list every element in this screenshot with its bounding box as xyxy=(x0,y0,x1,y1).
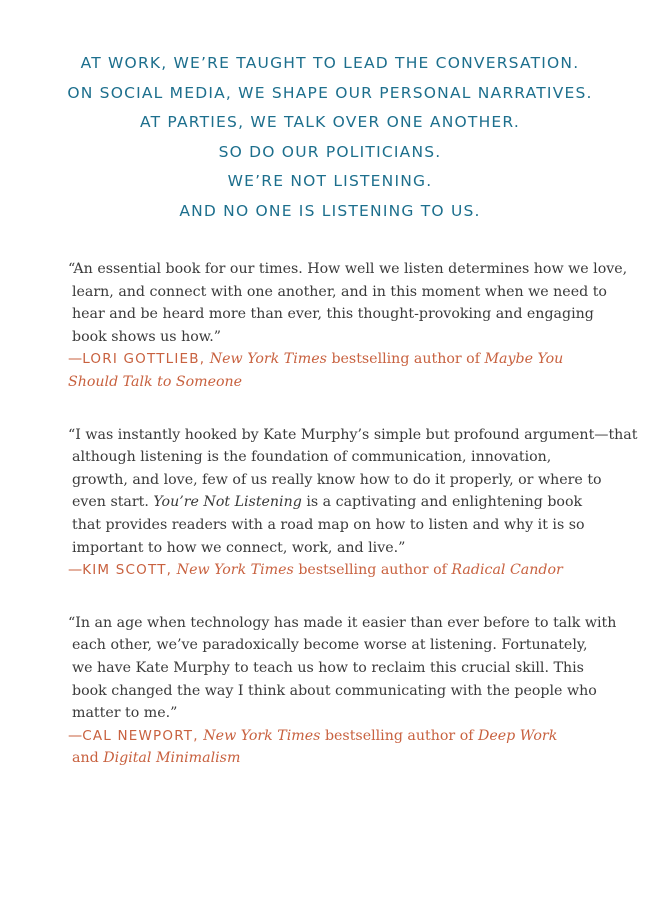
book-title: Maybe You Should Talk to Someone xyxy=(68,351,564,390)
blurb-quote xyxy=(68,612,617,725)
credit-and: and xyxy=(72,750,99,767)
book-title: Deep Work xyxy=(478,727,558,744)
blurb-scott xyxy=(68,424,638,582)
credit-text: bestselling author of xyxy=(298,562,447,579)
quote-body-text-2: is a captivating and enlightening book that provides readers with a road map on how to listen and why it is so important to how we connect, work, and live.” xyxy=(72,494,585,556)
quote-body: learn, and connect with one another, and in this moment when we need to hear and be heard more than ever, this thought-provoking and engaging book shows us how.” xyxy=(72,283,607,345)
publication-name: New York Times xyxy=(209,351,327,368)
credit-dash: — xyxy=(68,727,83,744)
headline-line: SO DO OUR POLITICIANS. xyxy=(218,142,442,161)
credit-text: bestselling author of xyxy=(331,351,480,368)
credit-text: bestselling author of xyxy=(324,727,474,744)
book-title-2: Digital Minimalism xyxy=(103,750,241,767)
headline-line: AT WORK, WE’RE TAUGHT TO LEAD THE CONVERSATION. xyxy=(80,54,580,72)
author-name: LORI GOTTLIEB, xyxy=(82,351,206,368)
quote-first-line: “In an age when technology has made it easier than ever before to talk with xyxy=(68,614,617,631)
headline-block xyxy=(0,49,660,226)
quote-first-line: “An essential book for our times. How well we listen determines how we love, xyxy=(68,261,628,277)
credit-dash: — xyxy=(68,562,83,579)
quote-first-line: “I was instantly hooked by Kate Murphy’s simple but profound argument—that xyxy=(68,426,638,443)
blurb-credit xyxy=(68,725,608,770)
blurb-credit xyxy=(68,348,608,393)
headline-line: ON SOCIAL MEDIA, WE SHAPE OUR PERSONAL NARRATIVES. xyxy=(67,83,593,102)
publication-name: New York Times xyxy=(203,727,321,744)
book-title: Radical Candor xyxy=(451,562,563,579)
author-name: CAL NEWPORT, xyxy=(82,727,199,744)
author-name: KIM SCOTT, xyxy=(82,562,173,579)
blurb-newport xyxy=(68,612,617,770)
blurb-quote xyxy=(68,258,628,348)
headline-line: AND NO ONE IS LISTENING TO US. xyxy=(179,201,481,220)
publication-name: New York Times xyxy=(176,562,294,579)
quote-body-text: although listening is the foundation of communication, innovation, growth, and love, few of us really know how to do it properly, or where to even start. xyxy=(72,449,602,511)
quote-body xyxy=(68,446,608,559)
credit-continuation xyxy=(68,747,608,770)
credit-dash: — xyxy=(68,351,83,368)
headline-line: WE’RE NOT LISTENING. xyxy=(227,172,433,190)
headline-line: AT PARTIES, WE TALK OVER ONE ANOTHER. xyxy=(140,113,520,131)
quote-book-title: You’re Not Listening xyxy=(153,494,302,511)
blurbs-section xyxy=(68,258,638,800)
blurb-quote xyxy=(68,424,638,560)
blurb-credit xyxy=(68,559,608,582)
quote-body: each other, we’ve paradoxically become worse at listening. Fortunately, we have Kate Murphy to teach us how to reclaim this crucial skill. This book changed the way I think about communicating with the people who matter to me.” xyxy=(72,637,597,722)
blurb-gottlieb xyxy=(68,258,628,394)
